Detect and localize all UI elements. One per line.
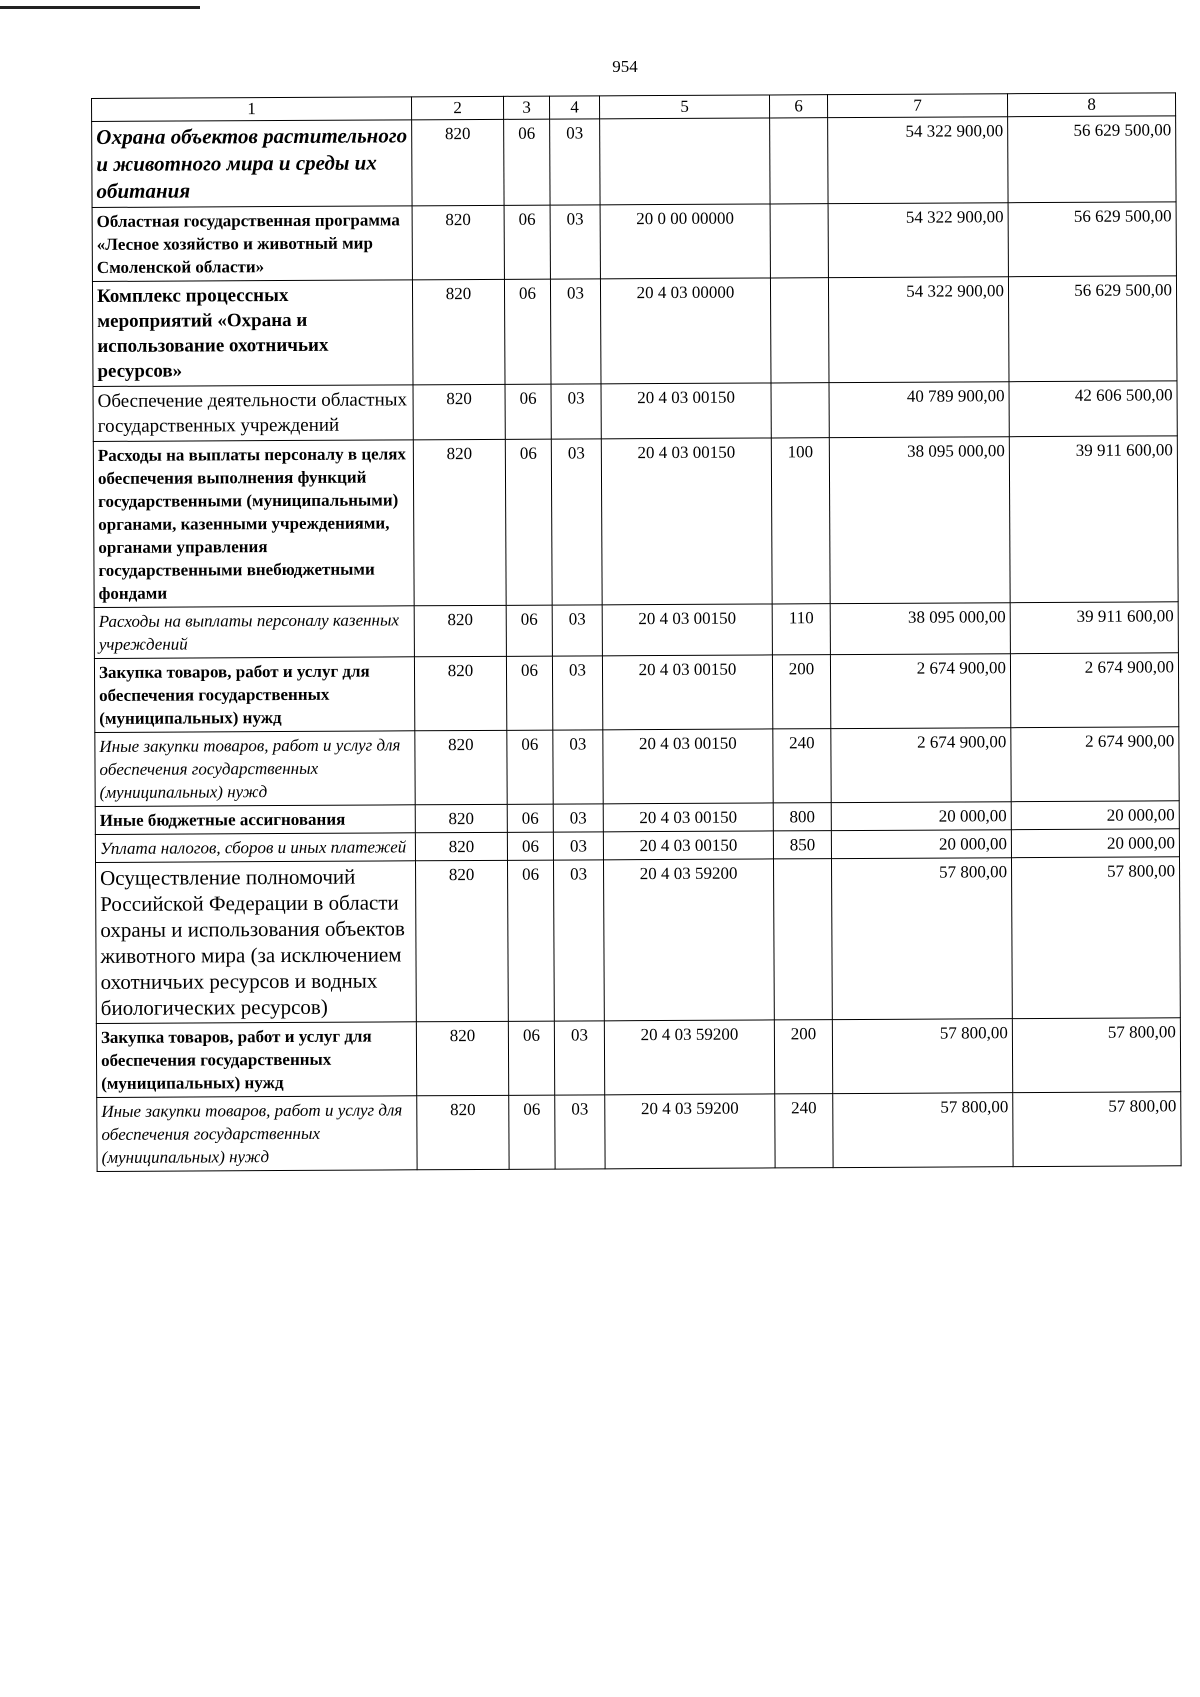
header-col-8: 8 — [1007, 93, 1175, 117]
subsection-code-cell: 03 — [550, 279, 601, 384]
section-code-cell: 06 — [508, 1021, 554, 1095]
table-row — [94, 653, 1178, 733]
amount-year-2-cell: 2 674 900,00 — [1010, 653, 1178, 728]
page-number: 954 — [612, 57, 638, 76]
header-col-4: 4 — [549, 96, 599, 119]
header-col-3: 3 — [503, 96, 549, 119]
expense-type-cell: 800 — [773, 803, 831, 831]
amount-year-1-cell: 57 800,00 — [832, 1019, 1012, 1094]
ministry-code-cell: 820 — [412, 279, 505, 384]
expense-type-cell: 240 — [775, 1094, 833, 1168]
header-col-7: 7 — [827, 94, 1007, 118]
row-name-cell: Комплекс процессных мероприятий «Охрана и использование охотничьих ресурсов» — [92, 280, 413, 387]
table-row — [93, 436, 1178, 608]
amount-year-2-cell: 42 606 500,00 — [1009, 381, 1177, 437]
table-row — [92, 116, 1176, 208]
target-article-cell: 20 4 03 00150 — [601, 438, 772, 605]
expense-type-cell: 100 — [771, 438, 830, 604]
target-article-cell: 20 4 03 59200 — [604, 1020, 774, 1095]
section-code-cell: 06 — [506, 656, 552, 730]
subsection-code-cell: 03 — [553, 832, 603, 860]
section-code-cell: 06 — [504, 279, 551, 384]
section-code-cell: 06 — [507, 730, 553, 804]
ministry-code-cell: 820 — [412, 119, 504, 205]
table-row — [94, 602, 1178, 659]
subsection-code-cell: 03 — [550, 119, 600, 205]
table-row — [96, 1018, 1180, 1098]
amount-year-2-cell: 39 911 600,00 — [1010, 602, 1178, 654]
subsection-code-cell: 03 — [555, 1095, 605, 1169]
row-name-cell: Закупка товаров, работ и услуг для обеспечения государственных (муниципальных) нужд — [96, 1022, 416, 1098]
target-article-cell: 20 4 03 00150 — [601, 383, 771, 439]
subsection-code-cell: 03 — [554, 1021, 604, 1095]
expense-type-cell: 850 — [773, 831, 831, 859]
ministry-code-cell: 820 — [413, 439, 506, 605]
table-row — [95, 727, 1179, 807]
target-article-cell — [600, 118, 770, 205]
target-article-cell: 20 4 03 00150 — [602, 655, 772, 730]
subsection-code-cell: 03 — [550, 205, 600, 279]
amount-year-1-cell: 2 674 900,00 — [831, 728, 1011, 803]
amount-year-2-cell: 20 000,00 — [1011, 829, 1179, 858]
ministry-code-cell: 820 — [416, 1021, 508, 1095]
ministry-code-cell: 820 — [414, 656, 506, 730]
row-name-cell: Иные закупки товаров, работ и услуг для обеспечения государственных (муниципальных) нужд — [95, 731, 415, 807]
row-name-cell: Обеспечение деятельности областных государственных учреждений — [93, 385, 413, 442]
ministry-code-cell: 820 — [417, 1095, 509, 1169]
amount-year-1-cell: 2 674 900,00 — [830, 654, 1010, 729]
amount-year-2-cell: 57 800,00 — [1013, 1092, 1181, 1167]
ministry-code-cell: 820 — [415, 730, 507, 804]
expense-type-cell — [770, 278, 829, 383]
amount-year-1-cell: 54 322 900,00 — [828, 277, 1009, 383]
expense-type-cell: 200 — [772, 655, 830, 729]
amount-year-1-cell: 54 322 900,00 — [828, 203, 1008, 278]
row-name-cell: Расходы на выплаты персоналу в целях обеспечения выполнения функций государственными (муниципальными) органами, казенными учреждениями, органами управления государственными внебюджетными фондами — [93, 440, 414, 608]
amount-year-1-cell: 38 095 000,00 — [830, 603, 1010, 655]
row-name-cell: Охрана объектов растительного и животного мира и среды их обитания — [92, 120, 412, 208]
target-article-cell: 20 4 03 00150 — [602, 604, 772, 656]
row-name-cell: Расходы на выплаты персоналу казенных учреждений — [94, 606, 414, 659]
amount-year-2-cell: 20 000,00 — [1011, 801, 1179, 830]
header-col-2: 2 — [411, 96, 503, 119]
section-code-cell: 06 — [507, 860, 554, 1021]
expense-type-cell: 200 — [774, 1020, 832, 1094]
scan-edge-line — [0, 6, 200, 9]
target-article-cell: 20 4 03 00150 — [603, 729, 773, 804]
subsection-code-cell: 03 — [553, 860, 604, 1021]
amount-year-2-cell: 56 629 500,00 — [1008, 202, 1176, 277]
section-code-cell: 06 — [504, 205, 550, 279]
amount-year-1-cell: 57 800,00 — [831, 858, 1012, 1020]
amount-year-1-cell: 20 000,00 — [831, 830, 1011, 859]
ministry-code-cell: 820 — [412, 205, 504, 279]
subsection-code-cell: 03 — [553, 804, 603, 832]
table-row — [92, 202, 1176, 282]
ministry-code-cell: 820 — [413, 384, 505, 439]
subsection-code-cell: 03 — [553, 730, 603, 804]
ministry-code-cell: 820 — [414, 605, 506, 656]
section-code-cell: 06 — [509, 1095, 555, 1169]
table-row — [93, 381, 1177, 442]
row-name-cell: Областная государственная программа «Лесное хозяйство и животный мир Смоленской области» — [92, 206, 412, 282]
section-code-cell: 06 — [507, 804, 553, 832]
expense-type-cell — [773, 859, 832, 1020]
expense-type-cell — [770, 204, 828, 278]
expense-type-cell — [770, 118, 828, 204]
table-row — [96, 857, 1181, 1024]
target-article-cell: 20 4 03 00150 — [603, 803, 773, 832]
amount-year-1-cell: 54 322 900,00 — [828, 117, 1008, 204]
row-name-cell: Закупка товаров, работ и услуг для обеспечения государственных (муниципальных) нужд — [94, 657, 414, 733]
row-name-cell: Иные закупки товаров, работ и услуг для обеспечения государственных (муниципальных) нужд — [97, 1096, 417, 1172]
expense-type-cell: 110 — [772, 604, 830, 655]
amount-year-1-cell: 20 000,00 — [831, 802, 1011, 831]
amount-year-2-cell: 56 629 500,00 — [1008, 276, 1177, 382]
row-name-cell: Иные бюджетные ассигнования — [95, 805, 415, 835]
row-name-cell: Уплата налогов, сборов и иных платежей — [95, 833, 415, 863]
table-body — [92, 116, 1181, 1172]
amount-year-2-cell: 57 800,00 — [1012, 1018, 1180, 1093]
table-row — [92, 276, 1177, 387]
amount-year-2-cell: 2 674 900,00 — [1011, 727, 1179, 802]
ministry-code-cell: 820 — [415, 804, 507, 832]
header-col-1: 1 — [92, 97, 412, 122]
section-code-cell: 06 — [505, 384, 551, 439]
amount-year-1-cell: 57 800,00 — [833, 1093, 1013, 1168]
target-article-cell: 20 4 03 00150 — [603, 831, 773, 860]
subsection-code-cell: 03 — [551, 384, 601, 439]
target-article-cell: 20 0 00 00000 — [600, 204, 770, 279]
ministry-code-cell: 820 — [415, 860, 508, 1021]
subsection-code-cell: 03 — [552, 605, 602, 656]
expense-type-cell — [771, 383, 829, 438]
header-col-5: 5 — [599, 95, 769, 119]
budget-table — [91, 92, 1182, 1172]
subsection-code-cell: 03 — [551, 439, 602, 605]
section-code-cell: 06 — [505, 439, 552, 605]
target-article-cell: 20 4 03 59200 — [605, 1094, 775, 1169]
amount-year-1-cell: 38 095 000,00 — [829, 437, 1010, 604]
row-name-cell: Осуществление полномочий Российской Федерации в области охраны и использования объектов животного мира (за исключением охотничьих ресурсов и водных биологических ресурсов) — [96, 861, 417, 1024]
target-article-cell: 20 4 03 00000 — [600, 278, 771, 384]
ministry-code-cell: 820 — [415, 832, 507, 860]
section-code-cell: 06 — [507, 832, 553, 860]
expense-type-cell: 240 — [773, 729, 831, 803]
header-col-6: 6 — [769, 95, 827, 118]
amount-year-2-cell: 39 911 600,00 — [1009, 436, 1178, 603]
table-row — [97, 1092, 1181, 1172]
target-article-cell: 20 4 03 59200 — [603, 859, 774, 1021]
subsection-code-cell: 03 — [552, 656, 602, 730]
amount-year-2-cell: 56 629 500,00 — [1008, 116, 1176, 203]
amount-year-1-cell: 40 789 900,00 — [829, 382, 1009, 438]
amount-year-2-cell: 57 800,00 — [1011, 857, 1180, 1019]
section-code-cell: 06 — [506, 605, 552, 656]
section-code-cell: 06 — [504, 119, 550, 205]
